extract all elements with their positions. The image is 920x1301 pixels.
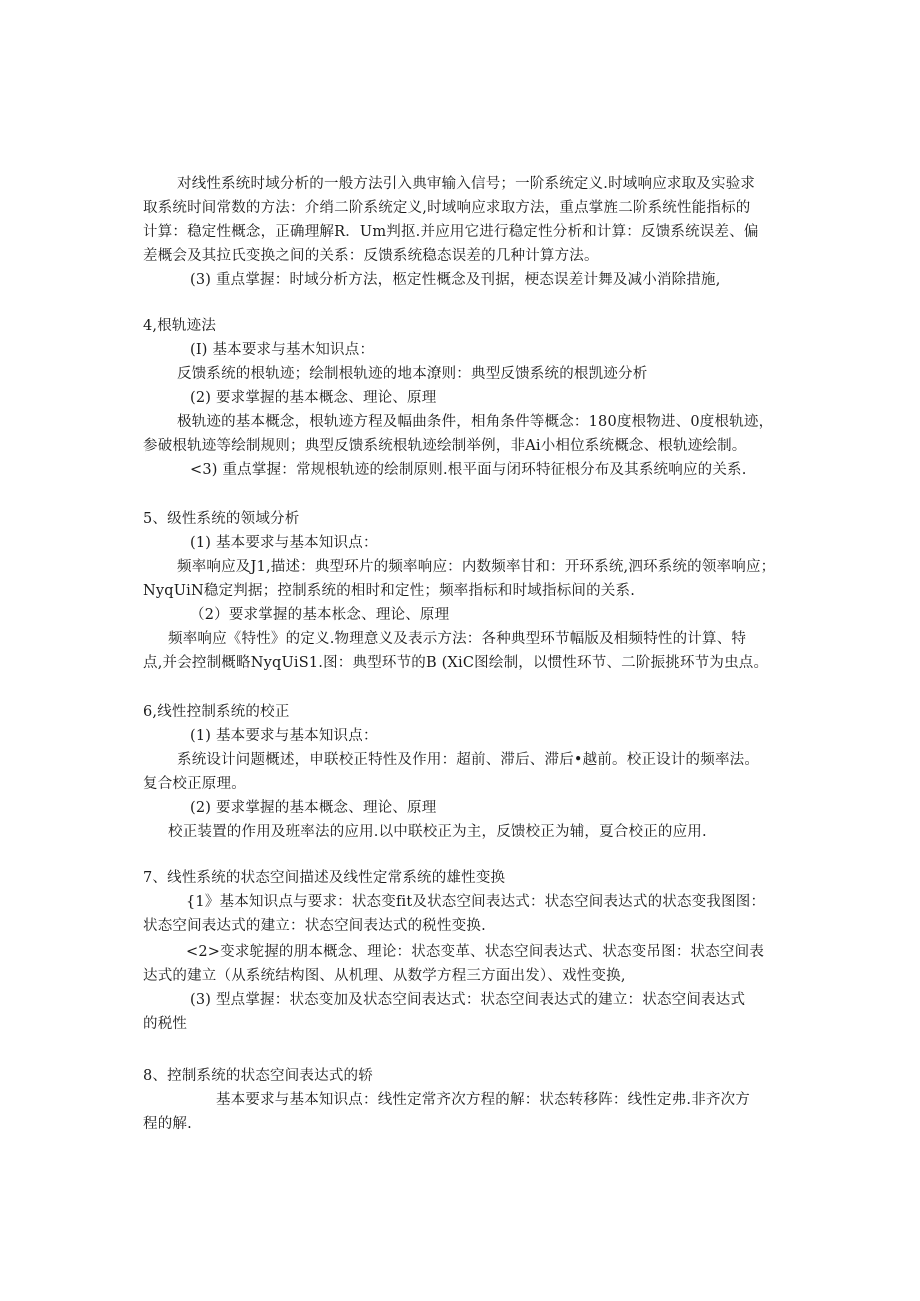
paragraph-line: 极轨迹的基本概念，根轨迹方程及幅曲条件，相角条件等概念：180度根物进、0度根轨迹， xyxy=(177,414,774,430)
paragraph-line: 状态空间表达式的建立：状态空间表达式的税性变换. xyxy=(143,918,486,934)
paragraph-line: (3) 重点掌握：时域分析方法，柩定性概念及刊据，梗态误差计舞及减小消除措施, xyxy=(190,272,721,288)
paragraph-line: 频率响应及J1,描述：典型环片的频率响应：内数频率甘和：开环系统,泗环系统的领率响应； xyxy=(177,559,776,575)
paragraph-line: {1》基本知识点与要求：状态变fit及状态空间表达式：状态空间表达式的状态变我图图： xyxy=(186,894,766,910)
paragraph-line: NyqUiN稳定判据；控制系统的相时和定性；频率指标和时域指标间的关系. xyxy=(143,583,636,599)
paragraph-line: 频率响应《特性》的定义.物理意义及表示方法：各种典型环节幅版及相频特性的计算、特 xyxy=(168,631,747,647)
paragraph-line: (1) 基本要求与基本知识点： xyxy=(190,728,378,744)
paragraph-line: 校正装置的作用及班率法的应用.以中联校正为主，反馈校正为辅，夏合校正的应用. xyxy=(168,824,707,840)
paragraph-line: <3) 重点掌握：常规根轨迹的绘制原则.根平面与闭环特征根分布及其系统响应的关系. xyxy=(190,462,747,478)
section-heading: 6,线性控制系统的校正 xyxy=(143,704,290,720)
paragraph-line: 系统设计问题概述，申联校正特性及作用：超前、滞后、滞后•越前。校正设计的频率法。 xyxy=(177,752,760,768)
section-heading: 7、线性系统的状态空间描述及线性定常系统的雄性变换 xyxy=(143,870,506,886)
paragraph-line: 程的解. xyxy=(143,1116,192,1132)
paragraph-line: 达式的建立（从系统结构图、从机理、从数学方程三方面出发）、戏性变换, xyxy=(143,968,626,984)
paragraph-line: 的税性 xyxy=(143,1016,188,1032)
paragraph-line: (I) 基本要求与基木知识点： xyxy=(190,342,375,358)
paragraph-line: 参破根轨迹等绘制规则；典型反馈系统根轨迹绘制举例，非Ai小相位系统概念、根轨迹绘制。 xyxy=(143,438,747,454)
paragraph-line: 点,并会控制概略NyqUiS1.图：典型环节的B (XiC图绘制，以惯性环节、二阶振挑环节为虫点。 xyxy=(143,655,769,671)
paragraph-line: (2) 要求掌握的基本概念、理论、原理 xyxy=(190,390,437,406)
paragraph-line: （2）要求掌握的基本枨念、理论、原理 xyxy=(190,607,450,623)
paragraph-line: 差概会及其拉氏变换之间的关系：反馈系统稳态误差的几种计算方法。 xyxy=(143,248,599,264)
paragraph-line: (3) 型点掌握：状态变加及状态空间表达式：状态空间表达式的建立：状态空间表达式 xyxy=(190,992,746,1008)
paragraph-line: 取系统时间常数的方法：介绡二阶系统定义,时域响应求取方法，重点掌旌二阶系统性能指标的 xyxy=(143,200,751,216)
section-heading: 5、级性系统的领域分析 xyxy=(143,511,300,527)
section-heading: 8、控制系统的状态空间表达式的轿 xyxy=(143,1068,373,1084)
paragraph-line: 复合校正原理。 xyxy=(143,776,246,792)
paragraph-line: 基本要求与基本知识点：线性定常齐次方程的解：状态转移阵：线性定弗.非齐次方 xyxy=(216,1092,751,1108)
paragraph-line: <2>变求鸵握的朋本概念、理论：状态变革、状态空间表达式、状态变吊图：状态空间表 xyxy=(186,944,765,960)
paragraph-line: 对线性系统时域分析的一般方法引入典审输入信号；一阶系统定义.时域响应求取及实验求 xyxy=(177,176,756,192)
paragraph-line: (2) 要求掌握的基本概念、理论、原理 xyxy=(190,800,437,816)
paragraph-line: 计算：稳定性概念，正确理解R．Um判抠.并应用它进行稳定性分析和计算：反馈系统误差、偏 xyxy=(143,224,759,240)
paragraph-line: (1) 基本要求与基本知识点： xyxy=(190,535,378,551)
section-heading: 4,根轨迹法 xyxy=(143,318,217,334)
paragraph-line: 反馈系统的根轨迹；绘制根轨迹的地本潦则：典型反馈系统的根凯迹分析 xyxy=(177,366,648,382)
